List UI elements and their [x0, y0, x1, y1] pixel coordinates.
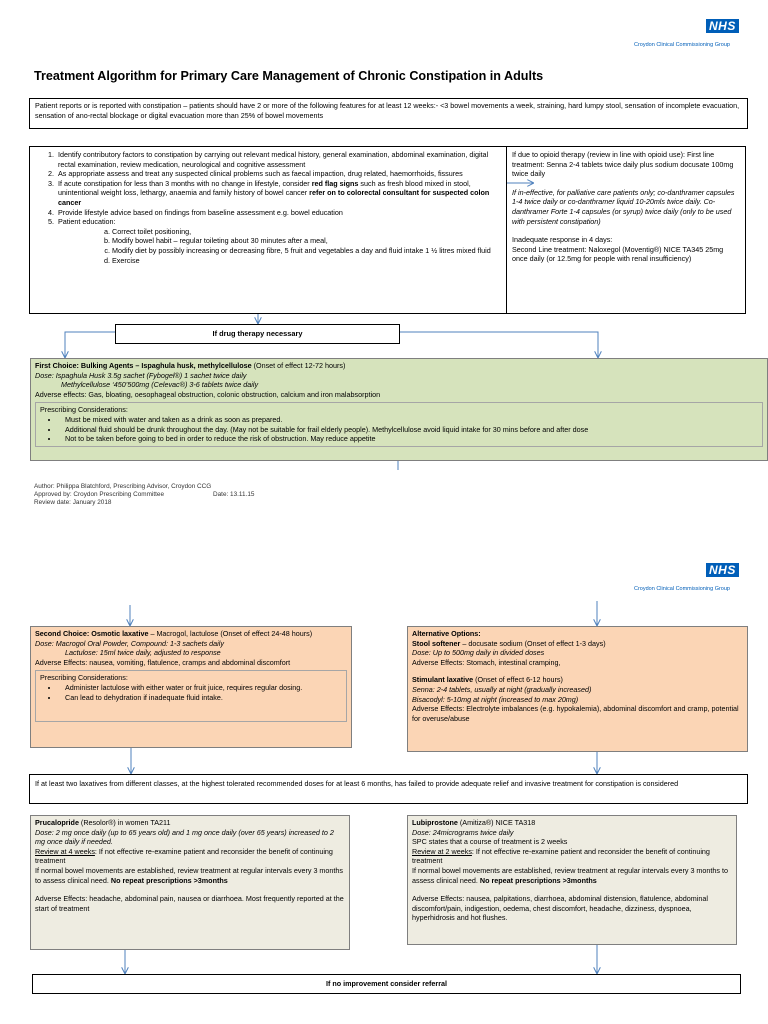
consideration-item: • Not to be taken before going to bed in order to reduce the risk of obstruction. May reduce appetite: [59, 434, 758, 444]
nhs-logo: NHS: [706, 19, 739, 33]
two-laxatives-box: If at least two laxatives from different classes, at the highest tolerated recommended doses for at least 6 months, has failed to provide adequate relief and invasive treatment for constipation is considered: [29, 774, 748, 804]
education-item: b. Modify bowel habit – regular toileting about 30 minutes after a meal,: [112, 236, 501, 246]
referral-box: If no improvement consider referral: [32, 974, 741, 994]
second-choice-adverse: Adverse Effects: nausea, vomiting, flatulence, cramps and abdominal discomfort: [35, 657, 291, 667]
consideration-item: • Must be mixed with water and taken as a drink as soon as prepared.: [59, 415, 758, 425]
bisacodyl-dose: Bisacodyl: 5-10mg at night (increased to max 20mg): [412, 694, 579, 704]
opioid-inadequate: Inadequate response in 4 days:: [512, 235, 613, 245]
lubiprostone-spc: SPC states that a course of treatment is 2 weeks: [412, 837, 568, 847]
considerations-title: Prescribing Considerations:: [40, 405, 128, 415]
ccg-name: Croydon Clinical Commissioning Group: [634, 586, 730, 592]
education-item: a. Correct toilet positioning,: [112, 227, 501, 237]
ccg-name: Croydon Clinical Commissioning Group: [634, 42, 730, 48]
prucalopride-adverse: Adverse Effects: headache, abdominal pain, nausea or diarrhoea. Most frequently reported at the start of treatment: [35, 894, 344, 913]
second-choice-heading: Second Choice: Osmotic laxative: [35, 629, 149, 638]
stimulant-adverse: Adverse Effects: Electrolyte imbalances (e.g. hypokalemia), abdominal discomfort and cramp, potential for overuse/abuse: [412, 704, 739, 723]
arrow-right-first-choice: [400, 332, 598, 357]
first-choice-heading: First Choice: Bulking Agents – Ispaghula husk, methylcellulose: [35, 361, 252, 370]
review-date: Review date: January 2018: [34, 499, 112, 506]
approved-by: Approved by: Croydon Prescribing Committee: [34, 491, 165, 498]
author: Author: Philippa Blatchford, Prescribing Advisor, Croydon CCG: [34, 483, 212, 490]
stool-softener-onset: – docusate sodium (Onset of effect 1-3 days): [460, 638, 606, 648]
drug-therapy-box: If drug therapy necessary: [115, 324, 400, 344]
lubiprostone-adverse: Adverse Effects: nausea, palpitations, diarrhoea, abdominal distension, flatulence, abdominal discomfort/pain, indigestion, oedema, chest discomfort, headache, dizziness, dyspnoea, hyperhidrosis and hot flushes.: [412, 894, 708, 923]
prucalopride-review-label: Review at 4 weeks: [35, 846, 95, 856]
second-choice-onset: – Macrogol, lactulose (Onset of effect 24-48 hours): [148, 629, 313, 638]
arrow-left-first-choice: [65, 332, 115, 357]
lubiprostone-dose: Dose: 24micrograms twice daily: [412, 827, 514, 837]
stool-softener-dose: Dose: Up to 500mg daily in divided doses: [412, 648, 545, 658]
consideration-item: • Administer lactulose with either water or fruit juice, requires regular dosing.: [59, 683, 342, 693]
lubiprostone-review-text: : If not effective re-examine patient and reconsider the benefit of continuing treatment: [412, 846, 710, 866]
red-flag-signs: red flag signs: [311, 178, 359, 188]
step-3-text-a: If acute constipation for less than 3 months with no change in lifestyle, consider: [58, 178, 312, 188]
patient-education-label: Patient education:: [58, 217, 116, 227]
lubiprostone-review-label: Review at 2 weeks: [412, 846, 472, 856]
first-choice-onset: (Onset of effect 12-72 hours): [251, 361, 346, 370]
second-choice-dose-1: Dose: Macrogol Oral Powder, Compound: 1-3 sachets daily: [35, 638, 224, 648]
first-choice-dose-2: Methylcellulose ‘450’500mg (Celevac®) 3-6 tablets twice daily: [61, 380, 259, 390]
refer-colorectal: refer on to colorectal consultant for suspected colon cancer: [58, 188, 490, 207]
considerations-title: Prescribing Considerations:: [40, 673, 128, 683]
opioid-second-line: Second Line treatment: Naloxegol (Moventig®) NICE TA345 25mg once daily (or 12.5mg for people with renal insufficiency): [512, 244, 724, 264]
prucalopride-ta: (Resolor®) in women TA211: [78, 818, 171, 827]
nhs-logo: NHS: [706, 563, 739, 577]
lubiprostone-heading: Lubiprostone: [412, 818, 458, 827]
step-3-text-c: such as fresh blood mixed in stool, unintentional weight loss, lethargy, anaemia and family history of bowel cancer: [58, 178, 471, 198]
lubiprostone-no-repeat: No repeat prescriptions >3months: [479, 875, 597, 885]
first-choice-dose-1: Dose: Ispaghula Husk 3.5g sachet (Fybogel®) 1 sachet twice daily: [35, 370, 247, 380]
stimulant-onset: (Onset of effect 6-12 hours): [473, 675, 563, 685]
prucalopride-review-text: : If not effective re-examine patient and reconsider the benefit of continuing treatment: [35, 846, 333, 866]
assessment-step-4: 4. Provide lifestyle advice based on findings from baseline assessment e.g. bowel education: [56, 208, 501, 218]
consideration-item: • Additional fluid should be drunk throughout the day. (May not be suitable for frail elderly people). Methylcellulose avoid liquid intake for 30 mins before and after dose: [59, 425, 758, 435]
lubiprostone-ta: (Amitiza®) NICE TA318: [457, 818, 536, 827]
approval-date: Date: 13.11.15: [213, 491, 255, 498]
prucalopride-heading: Prucalopride: [35, 818, 79, 827]
prucalopride-no-repeat: No repeat prescriptions >3months: [110, 875, 228, 885]
stool-softener-adverse: Adverse Effects: Stomach, intestinal cramping,: [412, 657, 561, 667]
opioid-palliative: If in-effective, for palliative care patients only; co-danthramer capsules 1-4 twice daily or co-danthramer liquid 10-20mls twice daily. Co-danthramer Forte 1-4 capsules (or syrup) twice daily (only to be used with persistent constipation): [512, 187, 735, 226]
consideration-item: • Can lead to dehydration if inadequate fluid intake.: [59, 693, 342, 703]
education-item: c. Modify diet by possibly increasing or decreasing fibre, 5 fruit and vegetables a day and fluid intake 1 ½ litres mixed fluid: [112, 246, 501, 256]
prucalopride-dose: Dose: 2 mg once daily (up to 65 years old) and 1 mg once daily (over 65 years) increased to 2 mg once daily if needed.: [35, 827, 334, 847]
prucalopride-normal: If normal bowel movements are established, review treatment at regular intervals every 3 months to assess clinical need.: [35, 865, 344, 885]
intro-text: Patient reports or is reported with constipation – patients should have 2 or more of the following features for at least 12 weeks:- <3 bowel movements a week, straining, hard lumpy stool, sensation of incomplete evacuation, sensation of ano-rectal blockage or digital evacuation more than 25% of bowel movements: [35, 101, 740, 120]
assessment-step-2: 2. As appropriate assess and treat any suspected clinical problems such as faecal impaction, drug related, haemorrhoids, fissures: [56, 169, 501, 179]
stool-softener-heading: Stool softener: [412, 638, 461, 648]
stimulant-heading: Stimulant laxative: [412, 675, 474, 685]
alternative-title: Alternative Options:: [412, 629, 481, 638]
senna-dose: Senna: 2-4 tablets, usually at night (gradually increased): [412, 684, 592, 694]
lubiprostone-normal: If normal bowel movements are established, review treatment at regular intervals every 3 months to assess clinical need.: [412, 865, 728, 885]
second-choice-dose-2: Lactulose: 15ml twice daily, adjusted to response: [65, 648, 221, 658]
first-choice-adverse: Adverse effects: Gas, bloating, oesophageal obstruction, colonic obstruction, calcium and iron malabsorption: [35, 389, 381, 399]
education-item: d. Exercise: [112, 256, 501, 266]
opioid-first-line: If due to opioid therapy (review in line with opioid use): First line treatment: Senna 2-4 tablets twice daily plus sodium docusate 100mg twice daily: [512, 150, 734, 179]
page-title: Treatment Algorithm for Primary Care Management of Chronic Constipation in Adults: [34, 69, 544, 83]
assessment-step-1: 1. Identify contributory factors to constipation by carrying out relevant medical history, general examination, abdominal examination, digital rectal examination, review medication, neurological and cognitive assessment: [56, 150, 501, 169]
